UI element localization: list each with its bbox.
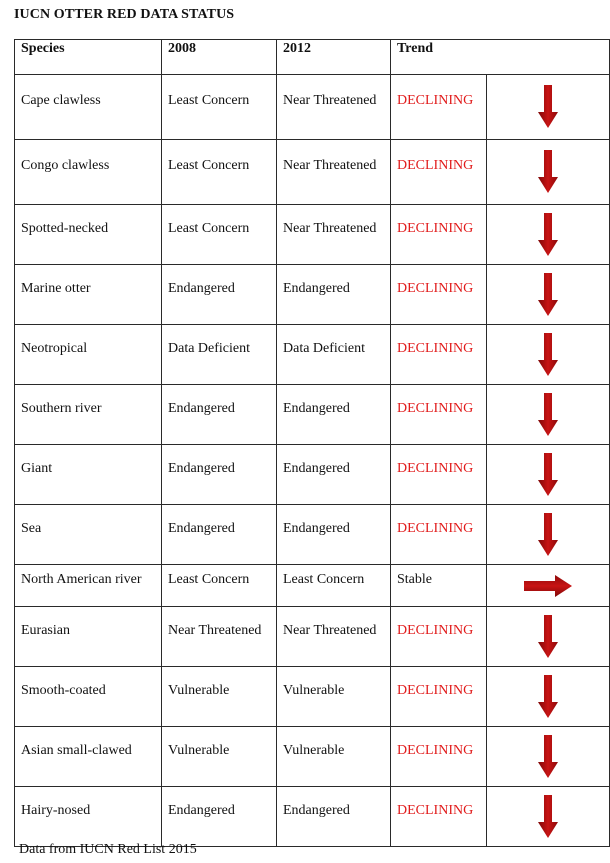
cell-2012: Vulnerable <box>277 667 391 727</box>
cell-trend: DECLINING <box>391 325 487 385</box>
cell-trend-arrow <box>487 325 610 385</box>
cell-species: Neotropical <box>15 325 162 385</box>
table-row <box>15 727 610 787</box>
cell-species: Southern river <box>15 385 162 445</box>
table-row <box>15 787 610 847</box>
header-trend: Trend <box>391 40 610 75</box>
cell-trend-arrow <box>487 505 610 565</box>
table-row <box>15 565 610 607</box>
table-row <box>15 607 610 667</box>
cell-trend: DECLINING <box>391 607 487 667</box>
cell-species: Marine otter <box>15 265 162 325</box>
cell-2012: Endangered <box>277 385 391 445</box>
cell-2008: Endangered <box>162 505 277 565</box>
cell-trend-arrow <box>487 140 610 205</box>
cell-trend: DECLINING <box>391 445 487 505</box>
cell-2008: Least Concern <box>162 205 277 265</box>
otter-status-table <box>14 39 610 847</box>
cell-species: Smooth-coated <box>15 667 162 727</box>
table-row <box>15 265 610 325</box>
down-arrow-icon <box>487 735 609 779</box>
cell-2012: Near Threatened <box>277 140 391 205</box>
cell-trend: DECLINING <box>391 727 487 787</box>
down-arrow-icon <box>487 273 609 317</box>
cell-trend: DECLINING <box>391 265 487 325</box>
cell-2008: Endangered <box>162 265 277 325</box>
table-row <box>15 140 610 205</box>
cell-2012: Data Deficient <box>277 325 391 385</box>
cell-2008: Endangered <box>162 445 277 505</box>
header-2012: 2012 <box>277 40 391 75</box>
cell-2012: Near Threatened <box>277 205 391 265</box>
cell-trend-arrow <box>487 727 610 787</box>
table-row <box>15 445 610 505</box>
down-arrow-icon <box>487 393 609 437</box>
cell-trend-arrow <box>487 565 610 607</box>
cell-species: Cape clawless <box>15 75 162 140</box>
cell-trend: Stable <box>391 565 487 607</box>
cell-trend-arrow <box>487 787 610 847</box>
cell-trend: DECLINING <box>391 505 487 565</box>
table-row <box>15 667 610 727</box>
cell-species: Spotted-necked <box>15 205 162 265</box>
cell-species: Giant <box>15 445 162 505</box>
cell-trend-arrow <box>487 385 610 445</box>
down-arrow-icon <box>487 675 609 719</box>
cell-trend-arrow <box>487 607 610 667</box>
page-title: IUCN OTTER RED DATA STATUS <box>14 7 235 22</box>
down-arrow-icon <box>487 150 609 194</box>
table-row <box>15 75 610 140</box>
cell-trend-arrow <box>487 445 610 505</box>
cell-2008: Endangered <box>162 385 277 445</box>
cell-trend-arrow <box>487 205 610 265</box>
cell-species: Congo clawless <box>15 140 162 205</box>
cell-2012: Near Threatened <box>277 75 391 140</box>
cell-2008: Vulnerable <box>162 727 277 787</box>
cell-2012: Endangered <box>277 265 391 325</box>
cell-species: Sea <box>15 505 162 565</box>
cell-2008: Least Concern <box>162 565 277 607</box>
down-arrow-icon <box>487 795 609 839</box>
cell-2012: Near Threatened <box>277 607 391 667</box>
cell-trend: DECLINING <box>391 385 487 445</box>
table-header-row <box>15 40 610 75</box>
down-arrow-icon <box>487 615 609 659</box>
cell-trend-arrow <box>487 667 610 727</box>
header-2008: 2008 <box>162 40 277 75</box>
cell-2012: Endangered <box>277 445 391 505</box>
cell-2012: Least Concern <box>277 565 391 607</box>
cell-2008: Least Concern <box>162 75 277 140</box>
down-arrow-icon <box>487 453 609 497</box>
cell-trend: DECLINING <box>391 140 487 205</box>
cell-2012: Endangered <box>277 787 391 847</box>
down-arrow-icon <box>487 513 609 557</box>
table-row <box>15 325 610 385</box>
source-footnote: Data from IUCN Red List 2015 <box>19 842 197 857</box>
cell-species: Eurasian <box>15 607 162 667</box>
cell-2008: Vulnerable <box>162 667 277 727</box>
table-row <box>15 205 610 265</box>
cell-2012: Endangered <box>277 505 391 565</box>
cell-trend: DECLINING <box>391 667 487 727</box>
cell-trend: DECLINING <box>391 75 487 140</box>
cell-2008: Data Deficient <box>162 325 277 385</box>
down-arrow-icon <box>487 213 609 257</box>
down-arrow-icon <box>487 85 609 129</box>
cell-2012: Vulnerable <box>277 727 391 787</box>
cell-species: Hairy-nosed <box>15 787 162 847</box>
table-row <box>15 385 610 445</box>
cell-trend: DECLINING <box>391 787 487 847</box>
cell-species: Asian small-clawed <box>15 727 162 787</box>
right-arrow-icon <box>487 575 609 597</box>
cell-trend: DECLINING <box>391 205 487 265</box>
cell-trend-arrow <box>487 75 610 140</box>
header-species: Species <box>15 40 162 75</box>
cell-2008: Near Threatened <box>162 607 277 667</box>
down-arrow-icon <box>487 333 609 377</box>
cell-2008: Endangered <box>162 787 277 847</box>
cell-trend-arrow <box>487 265 610 325</box>
cell-2008: Least Concern <box>162 140 277 205</box>
cell-species: North American river <box>15 565 162 607</box>
table-row <box>15 505 610 565</box>
